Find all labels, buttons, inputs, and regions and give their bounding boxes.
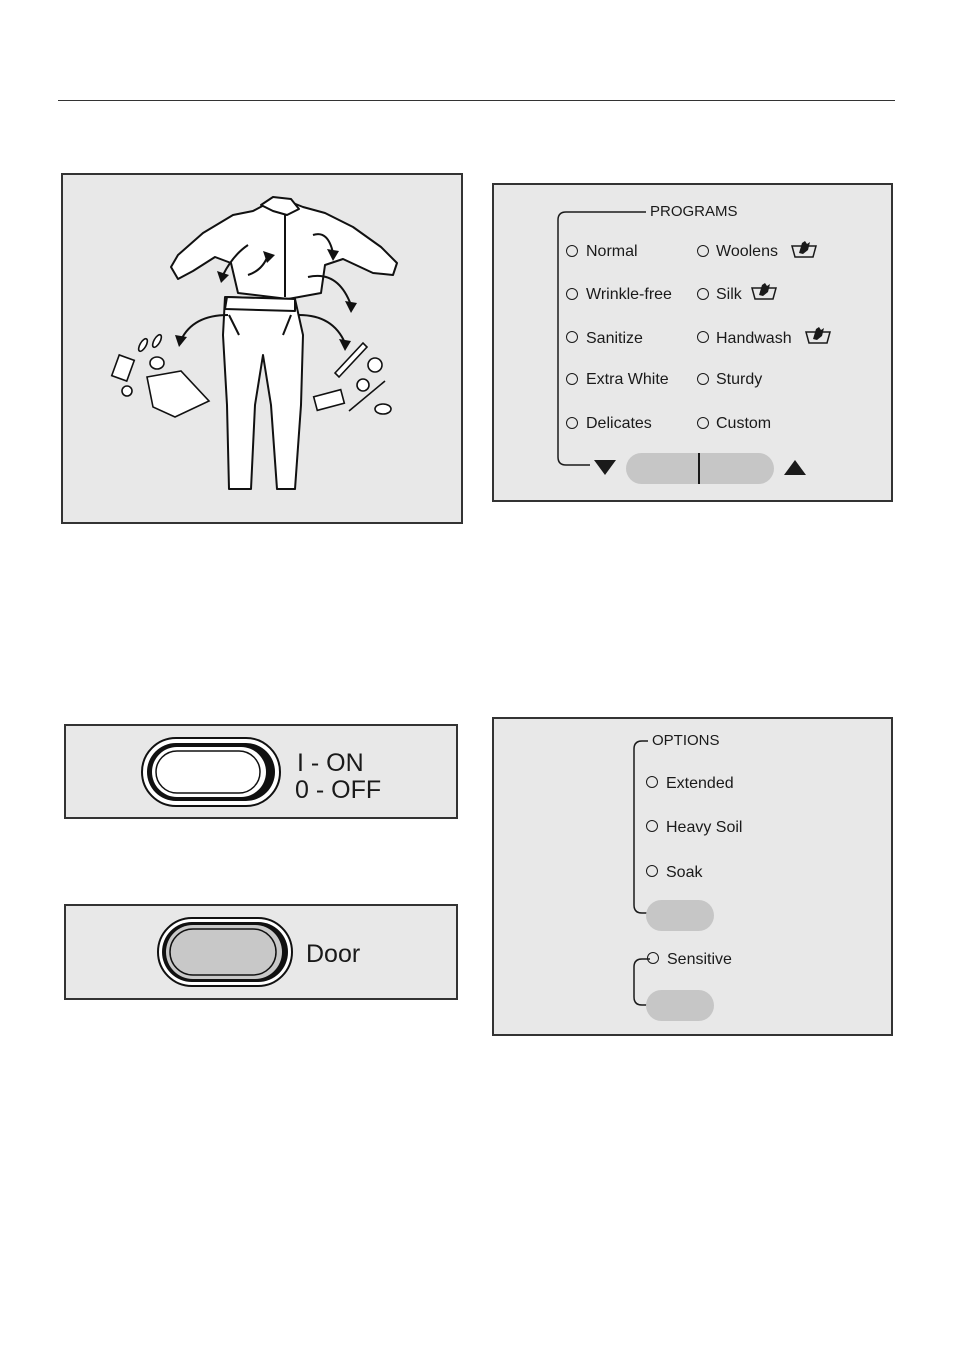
woolens-led [697, 245, 709, 257]
handwash-tub-icon [804, 326, 832, 344]
sanitize-led [566, 331, 578, 343]
power-switch[interactable] [141, 737, 281, 807]
down-arrow-icon[interactable] [594, 460, 616, 476]
delicates-led [566, 417, 578, 429]
door-label: Door [306, 940, 361, 968]
programs-title: PROGRAMS [650, 203, 738, 220]
power-on-label: I - ON [297, 749, 364, 777]
handwash-led [697, 331, 709, 343]
door-panel [64, 904, 458, 1000]
program-wrinkle-free[interactable]: Wrinkle-free [586, 286, 672, 303]
door-button[interactable] [157, 917, 293, 987]
options-title: OPTIONS [652, 732, 720, 749]
program-handwash[interactable]: Handwash [716, 330, 792, 347]
extra-white-led [566, 373, 578, 385]
program-normal[interactable]: Normal [586, 243, 638, 260]
illustration-panel [61, 173, 463, 524]
option-extended[interactable]: Extended [666, 775, 734, 792]
option-heavy-soil[interactable]: Heavy Soil [666, 819, 743, 836]
program-selector-button[interactable] [626, 453, 774, 484]
programs-panel [492, 183, 893, 502]
sensitive-button[interactable] [646, 990, 714, 1021]
program-woolens[interactable]: Woolens [716, 243, 778, 260]
extended-led [646, 776, 658, 788]
up-arrow-icon[interactable] [784, 460, 806, 476]
header-rule [58, 100, 895, 101]
handwash-tub-icon [790, 240, 818, 258]
wrinkle-free-led [566, 288, 578, 300]
clothing-pockets-illustration [63, 175, 465, 526]
option-soak[interactable]: Soak [666, 864, 703, 881]
silk-led [697, 288, 709, 300]
program-custom[interactable]: Custom [716, 415, 772, 432]
power-off-label: 0 - OFF [295, 776, 382, 804]
program-extra-white[interactable]: Extra White [586, 371, 669, 388]
soak-led [646, 865, 658, 877]
program-silk[interactable]: Silk [716, 286, 742, 303]
program-sanitize[interactable]: Sanitize [586, 330, 643, 347]
custom-led [697, 417, 709, 429]
program-sturdy[interactable]: Sturdy [716, 371, 763, 388]
option-sensitive[interactable]: Sensitive [667, 951, 732, 968]
power-panel [64, 724, 458, 819]
options-button[interactable] [646, 900, 714, 931]
sturdy-led [697, 373, 709, 385]
options-panel [492, 717, 893, 1036]
heavy-soil-led [646, 820, 658, 832]
sensitive-led [647, 952, 659, 964]
normal-led [566, 245, 578, 257]
program-delicates[interactable]: Delicates [586, 415, 652, 432]
handwash-tub-icon [750, 282, 778, 300]
selector-divider [698, 453, 700, 484]
